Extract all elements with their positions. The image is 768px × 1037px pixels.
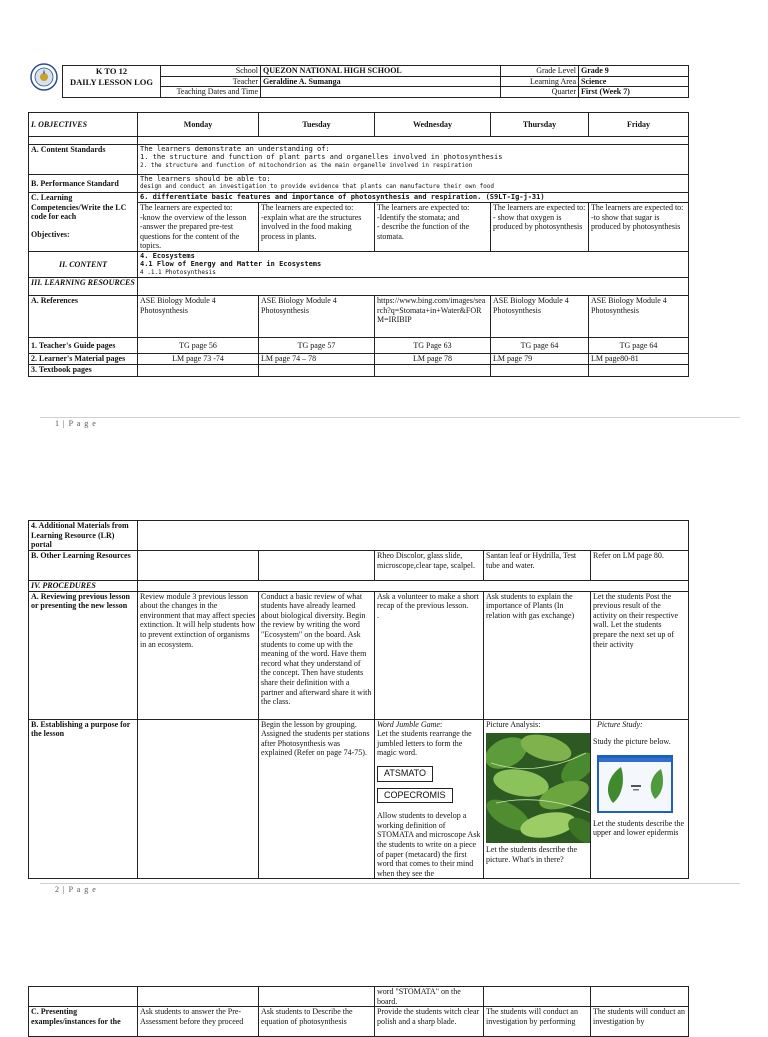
page2-footer-rule [40,883,740,884]
presenting-wednesday: Provide the students witch clear polish and a sharp blade. [375,1007,484,1037]
tg-wednesday: TG Page 63 [375,337,491,353]
header-title [63,66,161,98]
leaves-photo-icon [486,733,591,843]
picture-analysis-title: Picture Analysis: [486,719,541,729]
content-line2: 4.1 Flow of Energy and Matter in Ecosystems [140,260,322,269]
performance-standard-label: B. Performance Standard [29,175,138,193]
school-label: School [161,66,261,77]
other-resources-thursday: Santan leaf or Hydrilla, Test tube and water. [484,551,591,581]
competencies-label [29,193,138,252]
tg-friday: TG page 64 [589,337,689,353]
additional-materials-label: 4. Additional Materials from Learning Resource (LR) portal [29,521,138,551]
lm-monday: LM page 73 -74 [138,353,259,364]
performance-line2: design and conduct an investigation to provide evidence that plants can manufacture their own food [140,183,495,191]
day-wednesday: Wednesday [375,113,491,137]
reference-thursday: ASE Biology Module 4 Photosynthesis [491,295,589,337]
purpose-tuesday: Begin the lesson by grouping. Assigned the students per stations after Photosynthesis was explained (Refer on page 74-75). [259,719,375,879]
lm-tuesday: LM page 74 – 78 [259,353,375,364]
competency-code: 6. differentiate basic features and importance of photosynthesis and respiration. (S9LT-Ig-j-31) [138,193,689,203]
tg-pages-label: 1. Teacher's Guide pages [29,337,138,353]
reference-tuesday: ASE Biology Module 4 Photosynthesis [259,295,375,337]
objective-friday: The learners are expected to: -to show that sugar is produced by photosynthesis [589,203,689,252]
review-monday: Review module 3 previous lesson about the changes in the environment that may affect species extinction. It will help students how to prevent extinction of organisms in an ecosystem. [138,591,259,719]
day-friday: Friday [589,113,689,137]
page1-footer-rule [40,417,740,418]
quarter-value: First (Week 7) [579,87,689,98]
day-thursday: Thursday [491,113,589,137]
procedures-heading: IV. PROCEDURES [29,581,138,592]
presenting-monday: Ask students to answer the Pre-Assessment before they proceed [138,1007,259,1037]
tg-monday: TG page 56 [138,337,259,353]
word-jumble-intro: Let the students rearrange the jumbled letters to form the magic word. [377,729,472,758]
dates-label: Teaching Dates and Time [161,87,261,98]
jumble-word-1: ATSMATO [377,766,433,782]
content-standards-label: A. Content Standards [29,145,138,175]
lesson-table-page1 [28,112,689,377]
textbook-pages-label: 3. Textbook pages [29,364,138,376]
teacher-value: Geraldine A. Sumanga [261,76,501,87]
dates-value [261,87,501,98]
references-label: A. References [29,295,138,337]
performance-line1: The learners should be able to: [140,175,271,183]
reference-monday: ASE Biology Module 4 Photosynthesis [138,295,259,337]
reviewing-label: A. Reviewing previous lesson or presenting the new lesson [29,591,138,719]
jumble-word-2: COPECROMIS [377,788,453,804]
objective-wednesday: The learners are expected to: -Identify the stomata; and - describe the function of the stomata. [375,203,491,252]
content-standards-line3: 2. the structure and function of mitochondrion as the main organelle involved in respiration [140,161,473,169]
page1-number: 1 | P a g e [55,419,97,428]
review-thursday: Ask students to explain the importance of Plants (In relation with gas exchange) [484,591,591,719]
leaf-cross-section-icon [597,755,673,813]
reference-friday: ASE Biology Module 4 Photosynthesis [589,295,689,337]
day-tuesday: Tuesday [259,113,375,137]
day-monday: Monday [138,113,259,137]
purpose-thursday [484,719,591,879]
reference-wednesday-link[interactable]: https://www.bing.com/images/search?q=Stomata+in+Water&FORM=IRIBIP [375,295,491,337]
header-line2: DAILY LESSON LOG [70,77,153,87]
objectives-label: Objectives: [31,229,70,239]
lm-friday: LM page80-81 [589,353,689,364]
tg-tuesday: TG page 57 [259,337,375,353]
quarter-label: Quarter [501,87,579,98]
tg-thursday: TG page 64 [491,337,589,353]
picture-analysis-body: Let the students describe the picture. What's in there? [486,845,578,864]
content-heading: II. CONTENT [29,251,138,277]
lesson-table-page3 [28,986,689,1037]
continued-wednesday: word "STOMATA" on the board. [375,987,484,1007]
word-jumble-title: Word Jumble Game [377,719,440,729]
objective-thursday: The learners are expected to: - show that oxygen is produced by photosynthesis [491,203,589,252]
purpose-label: B. Establishing a purpose for the lesson [29,719,138,879]
competencies-label-text: C. Learning Competencies/Write the LC code for each [31,193,127,222]
grade-value: Grade 9 [579,66,689,77]
word-jumble-body: Allow students to develop a working definition of STOMATA and microscope Ask the students to write on a piece of paper (metacard) the first word that comes to their mind when they see the [377,811,481,878]
content-standards-cell [138,145,689,175]
content-standards-line2: 1. the structure and function of plant parts and organelles involved in photosynthesis [140,153,503,162]
presenting-tuesday: Ask students to Describe the equation of photosynthesis [259,1007,375,1037]
grade-label: Grade Level [501,66,579,77]
page2-number: 2 | P a g e [55,885,97,894]
other-resources-friday: Refer on LM page 80. [591,551,689,581]
lm-thursday: LM page 79 [491,353,589,364]
deped-seal [30,63,58,91]
review-wednesday: Ask a volunteer to make a short recap of the previous lesson. . [375,591,484,719]
content-line1: 4. Ecosystems [140,251,195,260]
area-value: Science [579,76,689,87]
presenting-label: C. Presenting examples/instances for the [29,1007,138,1037]
leaf-screen-image [597,755,673,813]
lm-wednesday: LM page 78 [375,353,491,364]
school-value: QUEZON NATIONAL HIGH SCHOOL [261,66,501,77]
other-resources-wednesday: Rheo Discolor, glass slide, microscope,clear tape, scalpel. [375,551,484,581]
lesson-table-page2 [28,520,689,879]
area-label: Learning Area [501,76,579,87]
presenting-thursday: The students will conduct an investigation by performing [484,1007,591,1037]
performance-standard-cell [138,175,689,193]
other-resources-label: B. Other Learning Resources [29,551,138,581]
purpose-friday [591,719,689,879]
picture-study-title: Picture Study: [597,719,643,729]
picture-study-body: Let the students describe the upper and lower epidermis [593,818,685,838]
seal-icon [30,63,58,91]
purpose-wednesday: Word Jumble Game: Let the students rearrange the jumbled letters to form the magic word. ATSMATO COPECROMIS Allow students to develop a working definition of STOMATA and microscope Ask the students to write on a piece of paper (metacard) the first word that comes to their mind when they see the [375,719,484,879]
header-line1: K TO 12 [95,66,128,76]
picture-study-line1: Study the picture below. [593,737,671,747]
review-friday: Let the students Post the previous result of the activity on their respective wall. Let the students prepare the next set up of their activity [591,591,689,719]
objective-tuesday: The learners are expected to: -explain what are the structures involved in the food making process in plants. [259,203,375,252]
content-standards-line1: The learners demonstrate an understanding of: [140,145,330,153]
review-tuesday: Conduct a basic review of what students have already learned about biological diversity. Begin the review by writing the word "Ecosystem" on the board. Ask students to come up with the meaning of the word. Have them record what they understand of the concept. Then have students share their definition with a partner and afterward share it with the class. [259,591,375,719]
objectives-heading: I. OBJECTIVES [29,113,138,137]
plant-leaves-image [486,733,591,843]
lm-pages-label: 2. Learner's Material pages [29,353,138,364]
resources-heading: III. LEARNING RESOURCES [29,277,138,295]
presenting-friday: The students will conduct an investigation by [591,1007,689,1037]
content-line3: 4 .1.1 Photosynthesis [140,268,216,276]
objective-monday: The learners are expected to: -know the overview of the lesson -answer the prepared pre-test questions for the content of the topics. [138,203,259,252]
content-cell [138,251,689,277]
teacher-label: Teacher [161,76,261,87]
header-table [62,65,689,98]
